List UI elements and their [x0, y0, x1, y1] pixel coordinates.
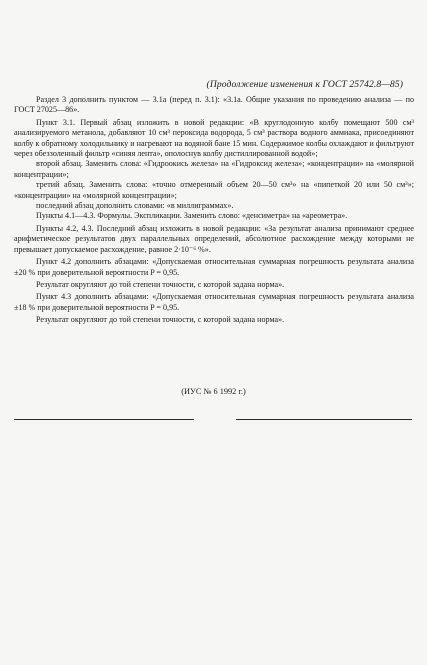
- paragraph-item31: Пункт 3.1. Первый абзац изложить в новой редакции: «В круглодонную колбу помещают 500 см³ анализируемого метанола, добавляют 10 см³ пероксида водорода, 5 см³ раствора водного аммиака, присоединяют колбу к обратному холодильнику и нагревают на водяной бане 15 мин. Содержимое колбы охлаждают и фильтруют через обеззоленный фильтр «синяя лента», ополоснув колбу дистиллированной водой»;: [14, 117, 414, 159]
- paragraph-item43-rounding: Результат округляют до той степени точности, с которой задана норма».: [36, 315, 285, 325]
- paragraph-second-abzac: второй абзац. Заменить слова: «Гидроокись железа» на «Гидроксид железа»; «концентрации» на «молярной концентрации»;: [14, 159, 414, 179]
- paragraph-item43: Пункт 4.3 дополнить абзацами: «Допускаемая относительная суммарная погрешность результата анализа ±18 % при доверительной вероятности P = 0,95.: [14, 292, 414, 312]
- paragraph-items42-43: Пункты 4.2, 4.3. Последний абзац изложить в новой редакции: «За результат анализа принимают среднее арифметическое результатов двух параллельных определений, абсолютное расхождение между которыми не превышает допускаемое расхождение, равное 2·10⁻⁶ %».: [14, 223, 414, 254]
- continuation-header: (Продолжение изменения к ГОСТ 25742.8—85): [206, 79, 403, 90]
- paragraph-third-abzac: третий абзац. Заменить слова: «точно отмеренный объем 20—50 см³» на «пипеткой 20 или 50 см³»; «концентрации» на «молярной концентрации»;: [14, 180, 414, 200]
- paragraph-items41-43: Пункты 4.1—4.3. Формулы. Экспликации. Заменить слово: «денсиметра» на «ареометра».: [36, 211, 348, 221]
- bottom-rule-right: [236, 419, 412, 420]
- paragraph-item42-rounding: Результат округляют до той степени точности, с которой задана норма».: [36, 279, 285, 289]
- paragraph-last-abzac: последний абзац дополнить словами: «в миллиграммах».: [36, 201, 234, 211]
- paragraph-section3: Раздел 3 дополнить пунктом — 3.1а (перед п. 3.1): «3.1а. Общие указания по проведению анализа — по ГОСТ 27025—86».: [14, 95, 414, 115]
- ius-footnote: (ИУС № 6 1992 г.): [181, 387, 246, 396]
- paragraph-item42: Пункт 4.2 дополнить абзацами: «Допускаемая относительная суммарная погрешность результата анализа ±20 % при доверительной вероятности P = 0,95.: [14, 257, 414, 277]
- bottom-rule-left: [14, 419, 194, 420]
- document-body: [14, 95, 414, 328]
